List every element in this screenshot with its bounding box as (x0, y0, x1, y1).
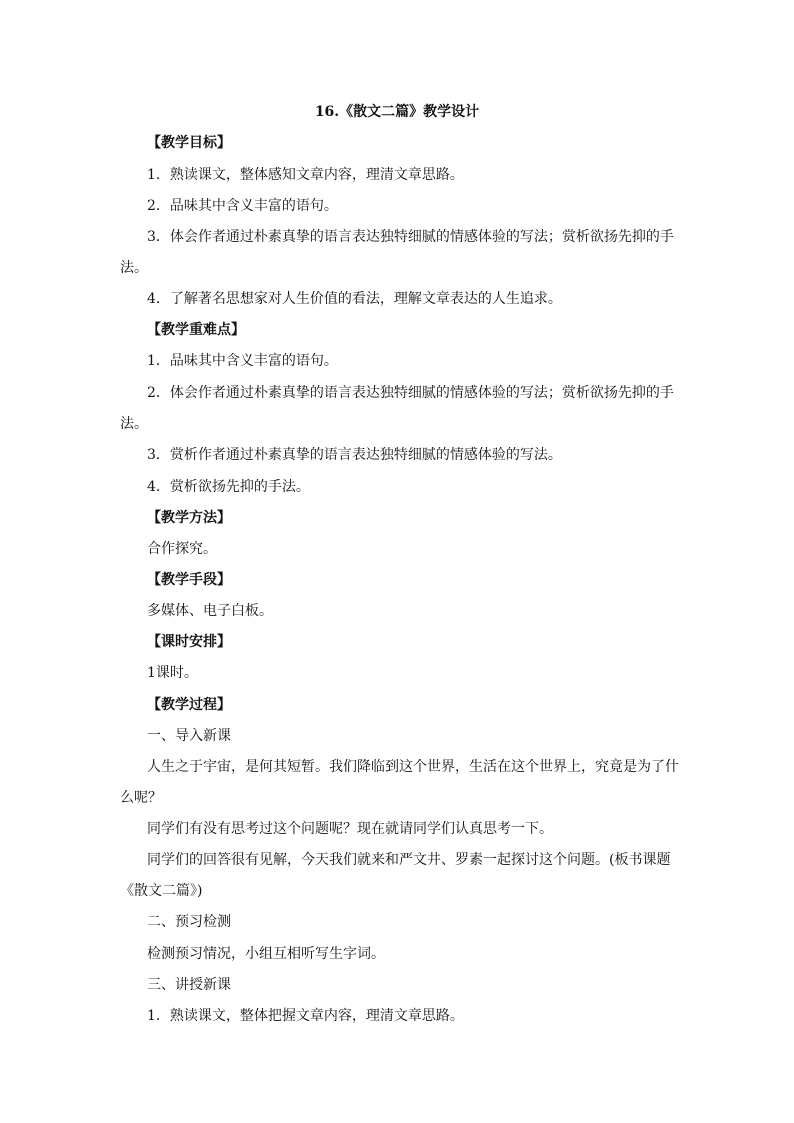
paragraph-line: 么呢？ (120, 790, 162, 806)
paragraph-line: 人生之于宇宙，是何其短暂。我们降临到这个世界，生活在这个世界上，究竟是为了什 (147, 759, 679, 775)
time-text: 1课时。 (147, 665, 198, 681)
section-heading-goals: 【教学目标】 (147, 135, 231, 151)
section-heading-method: 【教学方法】 (147, 510, 231, 526)
paragraph-line: 《散文二篇》) (120, 883, 203, 899)
paragraph-line: 同学们有没有思考过这个问题呢？现在就请同学们认真思考一下。 (147, 821, 553, 837)
key-point-item: 2．体会作者通过朴素真挚的语言表达独特细腻的情感体验的写法；赏析欲扬先抑的手 (147, 385, 674, 401)
key-point-item-continued: 法。 (120, 416, 148, 432)
part2-text: 检测预习情况，小组互相听写生字词。 (147, 946, 385, 962)
goal-item-continued: 法。 (120, 260, 148, 276)
key-point-item: 3．赏析作者通过朴素真挚的语言表达独特细腻的情感体验的写法。 (147, 447, 562, 463)
paragraph-line: 同学们的回答很有见解，今天我们就来和严文井、罗素一起探讨这个问题。(板书课题 (147, 852, 671, 868)
section-heading-time: 【课时安排】 (147, 634, 231, 650)
document-title: 16.《散文二篇》教学设计 (314, 104, 480, 120)
means-text: 多媒体、电子白板。 (147, 603, 273, 619)
goal-item: 3．体会作者通过朴素真挚的语言表达独特细腻的情感体验的写法；赏析欲扬先抑的手 (147, 229, 674, 245)
key-point-item: 4．赏析欲扬先抑的手法。 (147, 479, 310, 495)
goal-item: 1．熟读课文，整体感知文章内容，理清文章思路。 (147, 167, 464, 183)
section-heading-means: 【教学手段】 (147, 572, 231, 588)
key-point-item: 1．品味其中含义丰富的语句。 (147, 353, 338, 369)
part2-heading: 二、预习检测 (147, 914, 231, 930)
part3-heading: 三、讲授新课 (147, 977, 231, 993)
part3-text: 1．熟读课文，整体把握文章内容，理清文章思路。 (147, 1008, 464, 1024)
method-text: 合作探究。 (147, 541, 217, 557)
section-heading-key-points: 【教学重难点】 (147, 322, 245, 338)
section-heading-process: 【教学过程】 (147, 697, 231, 713)
part1-heading: 一、导入新课 (147, 728, 231, 744)
goal-item: 4．了解著名思想家对人生价值的看法，理解文章表达的人生追求。 (147, 291, 562, 307)
goal-item: 2．品味其中含义丰富的语句。 (147, 198, 338, 214)
